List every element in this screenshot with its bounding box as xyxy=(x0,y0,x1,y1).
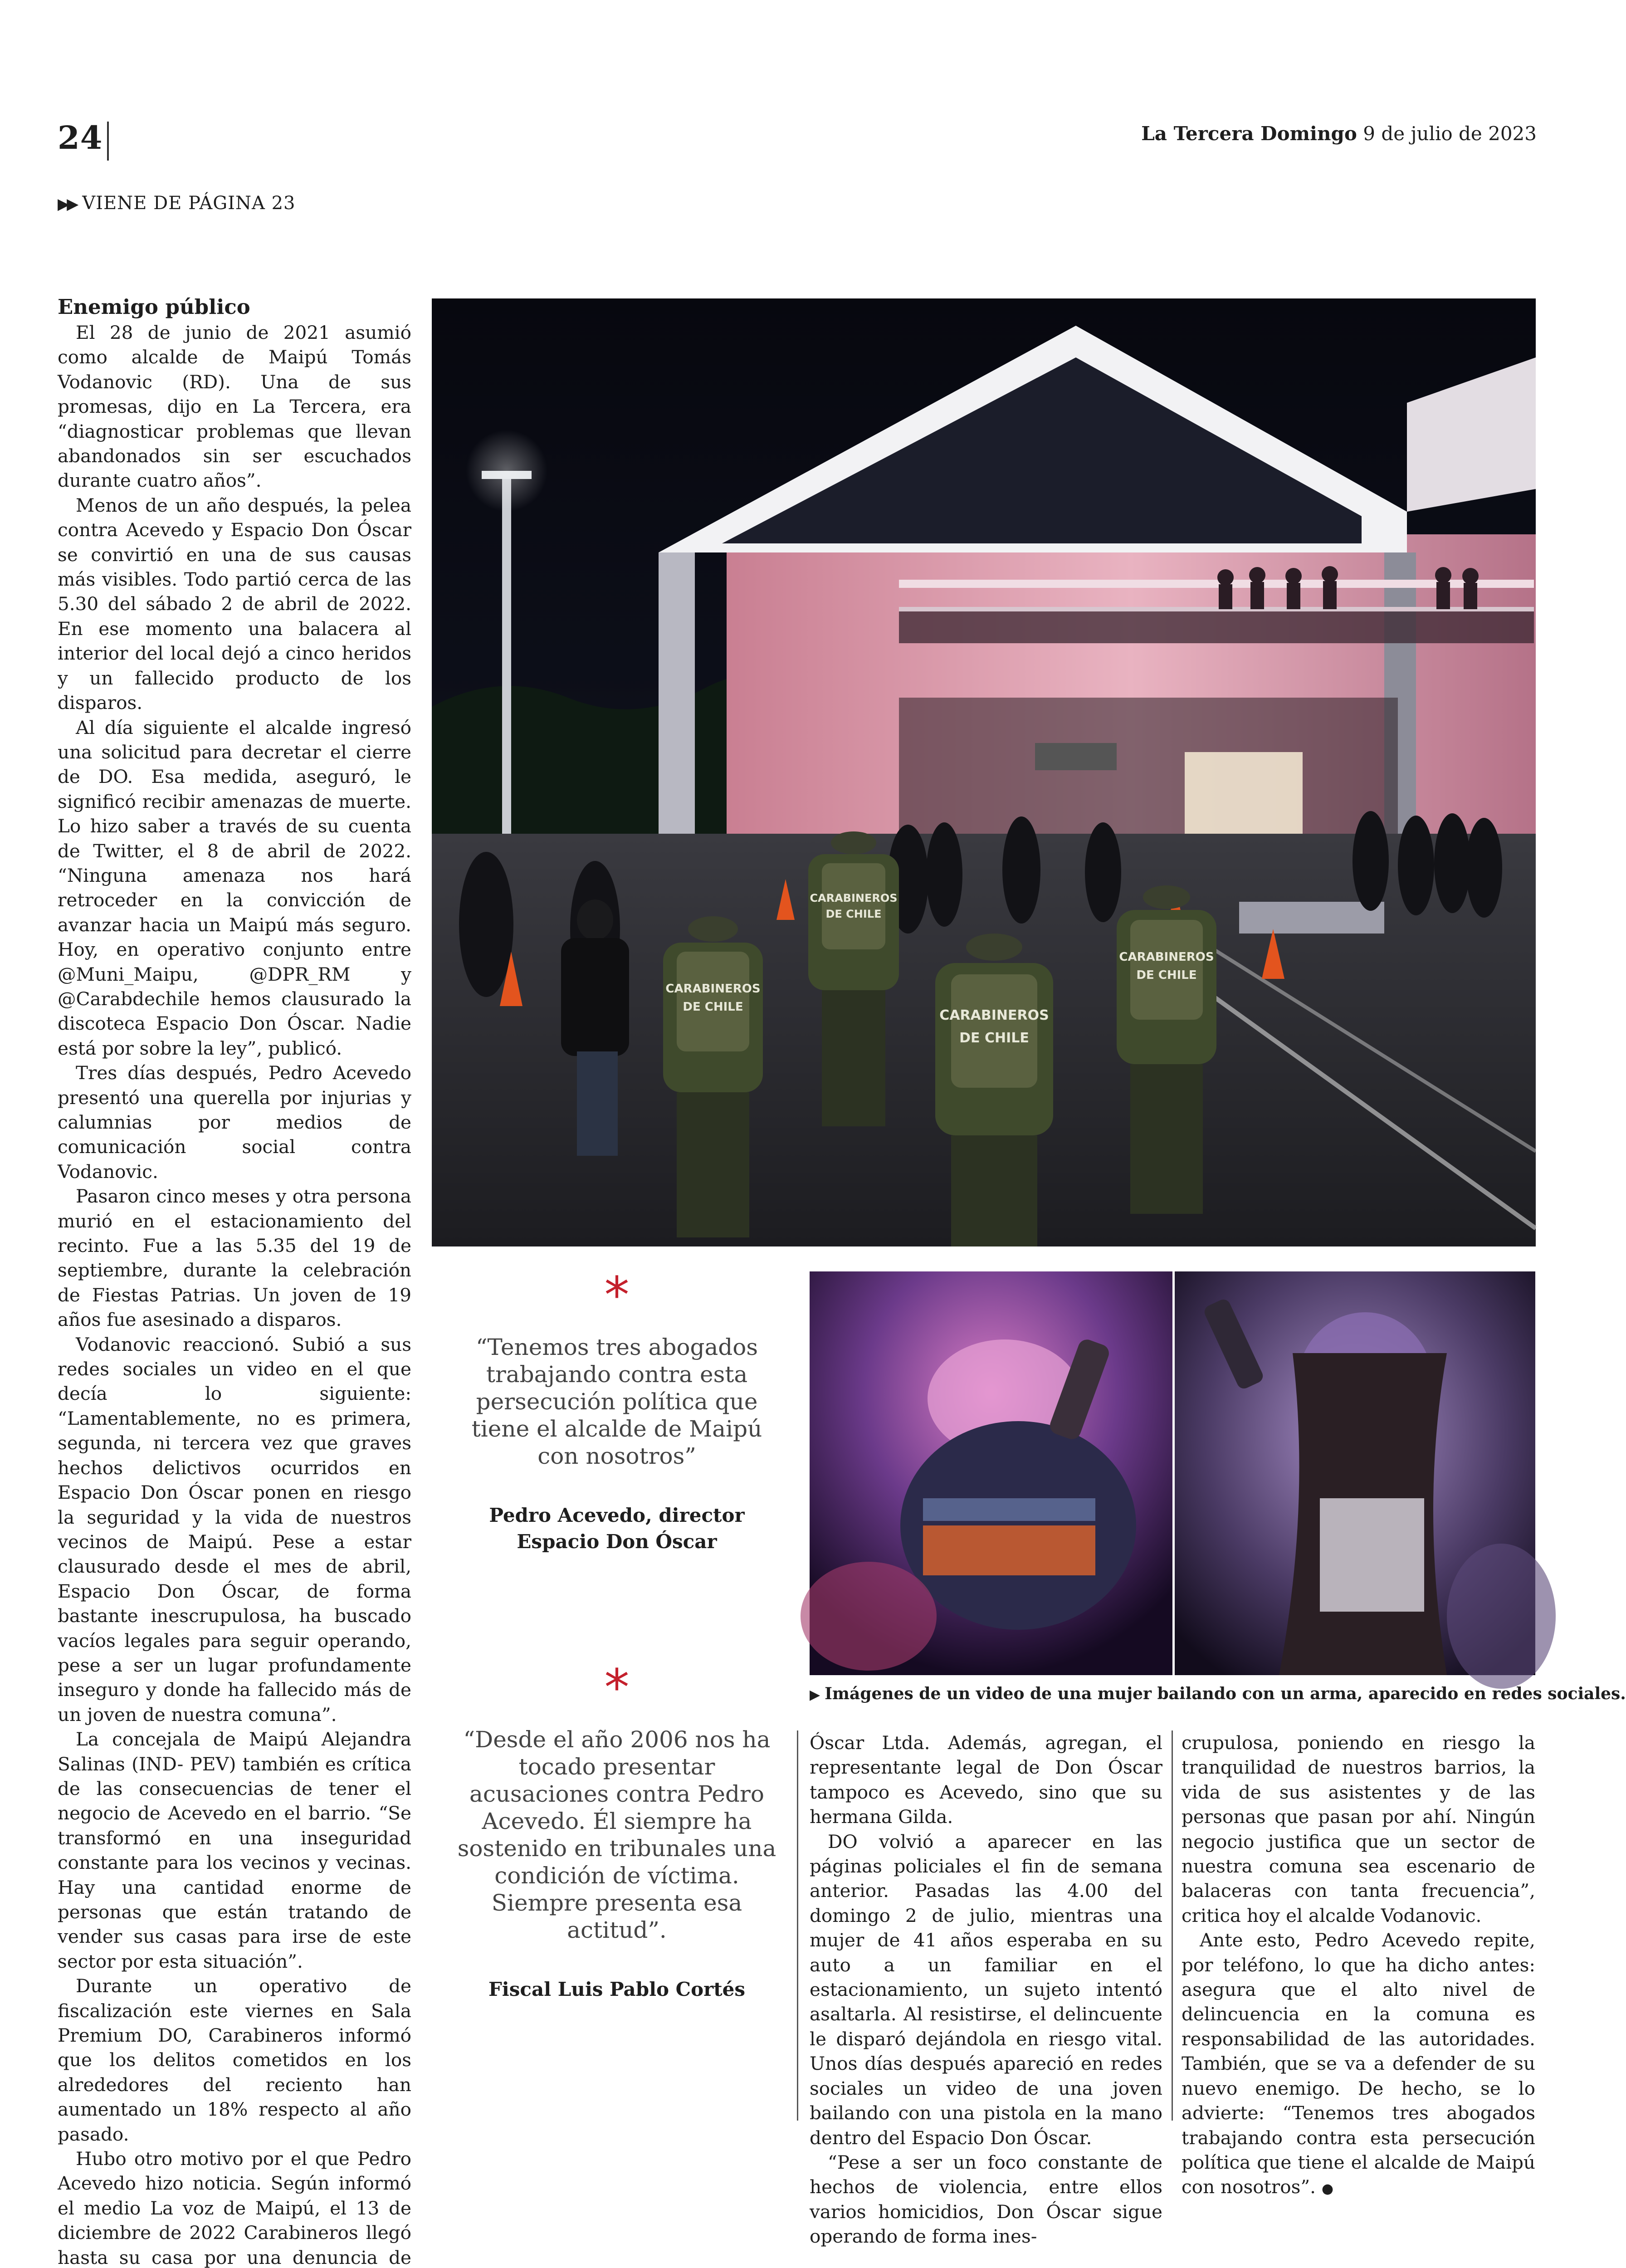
vest-label-2: DE CHILE xyxy=(959,1030,1029,1046)
video-still-left xyxy=(810,1271,1172,1675)
header-divider xyxy=(107,122,109,161)
pull-quote-acevedo xyxy=(454,1266,780,1555)
photo-caption xyxy=(810,1684,1626,1703)
paragraph: Menos de un año después, la pelea contra Acevedo y Espacio Don Óscar se convirtió en una de sus causas más visibles. Todo partió cerca de las 5.30 del sábado 2 de abril de 2022. En ese momento una balacera al interior del local dejó a cinco heridos y un fallecido producto de los disparos. xyxy=(58,494,411,714)
pull-quote-attribution: Pedro Acevedo, director Espacio Don Óscar xyxy=(489,1504,745,1553)
page-number: 24 xyxy=(58,119,103,156)
continued-label: VIENE DE PÁGINA 23 xyxy=(82,193,296,214)
paragraph xyxy=(1182,1928,1535,2201)
paragraph: El 28 de junio de 2021 asumió como alcalde de Maipú Tomás Vodanovic (RD). Una de sus promesas, dijo en La Tercera, era “diagnosticar problemas que llevan abandonados sin ser escuchados durante cuatro años”. xyxy=(58,322,411,492)
play-triangle-icon: ▶ xyxy=(810,1687,820,1703)
vest-label-2: DE CHILE xyxy=(1136,968,1197,982)
vest-label-1: CARABINEROS xyxy=(939,1007,1049,1023)
paragraph: Al día siguiente el alcalde ingresó una solicitud para decretar el cierre de DO. Esa medida, aseguró, le significó recibir amenazas de muerte. Lo hizo saber a través de su cuenta de Twitter, el 8 de abril de 2022. “Ninguna amenaza nos hará retroceder en la convicción de avanzar hacia un Maipú más seguro. Hoy, en operativo conjunto entre @Muni_Maipu, @DPR_RM y @Carabdechile hemos clausurado la discoteca Espacio Don Óscar. Nadie está por sobre la ley”, publicó. xyxy=(58,716,411,1059)
pull-quote-text: “Desde el año 2006 nos ha tocado presentar acusaciones contra Pedro Acevedo. Él siempre ha sostenido en tribunales una condición de víctima. Siempre presenta esa actitud”. xyxy=(457,1726,776,1943)
paragraph: Óscar Ltda. Además, agregan, el representante legal de Don Óscar tampoco es Acevedo, sino que su hermana Gilda. xyxy=(810,1732,1162,1828)
subhead: Enemigo público xyxy=(58,295,250,319)
paragraph: La concejala de Maipú Alejandra Salinas (IND- PEV) también es crítica de las consecuencias de tener el negocio de Acevedo en el barrio. “Se transformó en una inseguridad constante para los vecinos y vecinas. Hay una cantidad enorme de personas que están tratando de vender sus casas para irse de este sector por esta situación”. xyxy=(58,1728,411,1972)
article-column-middle xyxy=(810,1730,1162,2248)
paragraph: DO volvió a aparecer en las páginas policiales el fin de semana anterior. Pasadas las 4.00 del domingo 2 de julio, mientras una mujer de 41 años esperaba en su auto a un familiar en el estacionamiento, un sujeto intentó asaltarla. Al resistirse, el delincuente le disparó dejándola en riesgo vital. Unos días después apareció en redes sociales un video de una joven bailando con una pistola en la mano dentro del Espacio Don Óscar. xyxy=(810,1830,1162,2149)
paragraph-text: Ante esto, Pedro Acevedo repite, por teléfono, lo que ha dicho antes: asegura que el alto nivel de delincuencia en la comuna es responsabilidad de las autoridades. También, que se va a defender de su nuevo enemigo. De hecho, se lo advierte: “Tenemos tres abogados trabajando contra esta persecución política que tiene el alcalde de Maipú con nosotros”. xyxy=(1182,1929,1535,2198)
issue-date: 9 de julio de 2023 xyxy=(1363,122,1537,145)
vest-label-1: CARABINEROS xyxy=(1119,950,1214,964)
paragraph: “Pese a ser un foco constante de hechos de violencia, entre ellos varios homicidios, Don Óscar sigue operando de forma ines- xyxy=(810,2151,1162,2248)
publication-name: La Tercera Domingo xyxy=(1141,122,1357,145)
paragraph: Pasaron cinco meses y otra persona murió en el estacionamiento del recinto. Fue a las 5.35 del 19 de septiembre, durante la celebración de Fiestas Patrias. Un joven de 19 años fue asesinado a disparos. xyxy=(58,1185,411,1331)
end-mark-icon: ● xyxy=(1321,2181,1334,2197)
paragraph: Durante un operativo de fiscalización este viernes en Sala Premium DO, Carabineros informó que los delitos cometidos en los alrededores del reciento han aumentado un 18% respecto al año pasado. xyxy=(58,1975,411,2145)
asterisk-icon: * xyxy=(604,1658,630,1716)
article-column-right xyxy=(1182,1730,1535,2198)
double-arrow-icon: ▶▶ xyxy=(58,195,76,213)
photo-illustration xyxy=(1175,1271,1535,1675)
main-photo-police-operation xyxy=(432,298,1536,1246)
video-still-right xyxy=(1175,1271,1535,1675)
photo-illustration xyxy=(432,298,1536,1246)
paragraph: Vodanovic reaccionó. Subió a sus redes sociales un video en el que decía lo siguiente: “Lamentablemente, no es primera, segunda, ni tercera vez que graves hechos delictivos ocurridos en Espacio Don Óscar ponen en riesgo la seguridad y la vida de nuestros vecinos de Maipú. Pese a estar clausurado desde el mes de abril, Espacio Don Óscar, de forma bastante inescrupulosa, ha buscado vacíos legales para seguir operando, pese a ser un lugar profundamente inseguro y donde ha fallecido más de un joven de nuestra comuna”. xyxy=(58,1333,411,1725)
continued-from xyxy=(58,193,295,214)
asterisk-icon: * xyxy=(604,1266,630,1324)
masthead xyxy=(1141,122,1537,145)
paragraph: crupulosa, poniendo en riesgo la tranquilidad de nuestros barrios, la vida de sus asistentes y de las personas que pasan por ahí. Ningún negocio justifica que un sector de nuestra comuna sea escenario de balaceras con tanta frecuencia”, critica hoy el alcalde Vodanovic. xyxy=(1182,1732,1535,1926)
vest-label-1: CARABINEROS xyxy=(810,892,898,904)
paragraph: Tres días después, Pedro Acevedo presentó una querella por injurias y calumnias por medios de comunicación social contra Vodanovic. xyxy=(58,1062,411,1183)
vest-label-2: DE CHILE xyxy=(683,1000,743,1014)
column-divider xyxy=(1172,1730,1173,2121)
photo-illustration xyxy=(810,1271,1172,1675)
pull-quote-attribution: Fiscal Luis Pablo Cortés xyxy=(488,1978,746,2000)
column-divider xyxy=(797,1730,798,2121)
vest-label-2: DE CHILE xyxy=(825,908,882,920)
vest-label-1: CARABINEROS xyxy=(665,982,761,996)
pull-quote-fiscal xyxy=(454,1658,780,2003)
pull-quote-text: “Tenemos tres abogados trabajando contra esta persecución política que tiene el alcalde de Maipú con nosotros” xyxy=(471,1334,762,1469)
caption-text: Imágenes de un video de una mujer bailando con un arma, aparecido en redes sociales. xyxy=(825,1684,1626,1703)
paragraph: Hubo otro motivo por el que Pedro Acevedo hizo noticia. Según informó el medio La voz de Maipú, el 13 de diciembre de 2022 Carabineros llegó hasta su casa por una denuncia de xyxy=(58,2148,411,2268)
article-column-left xyxy=(58,294,411,2268)
